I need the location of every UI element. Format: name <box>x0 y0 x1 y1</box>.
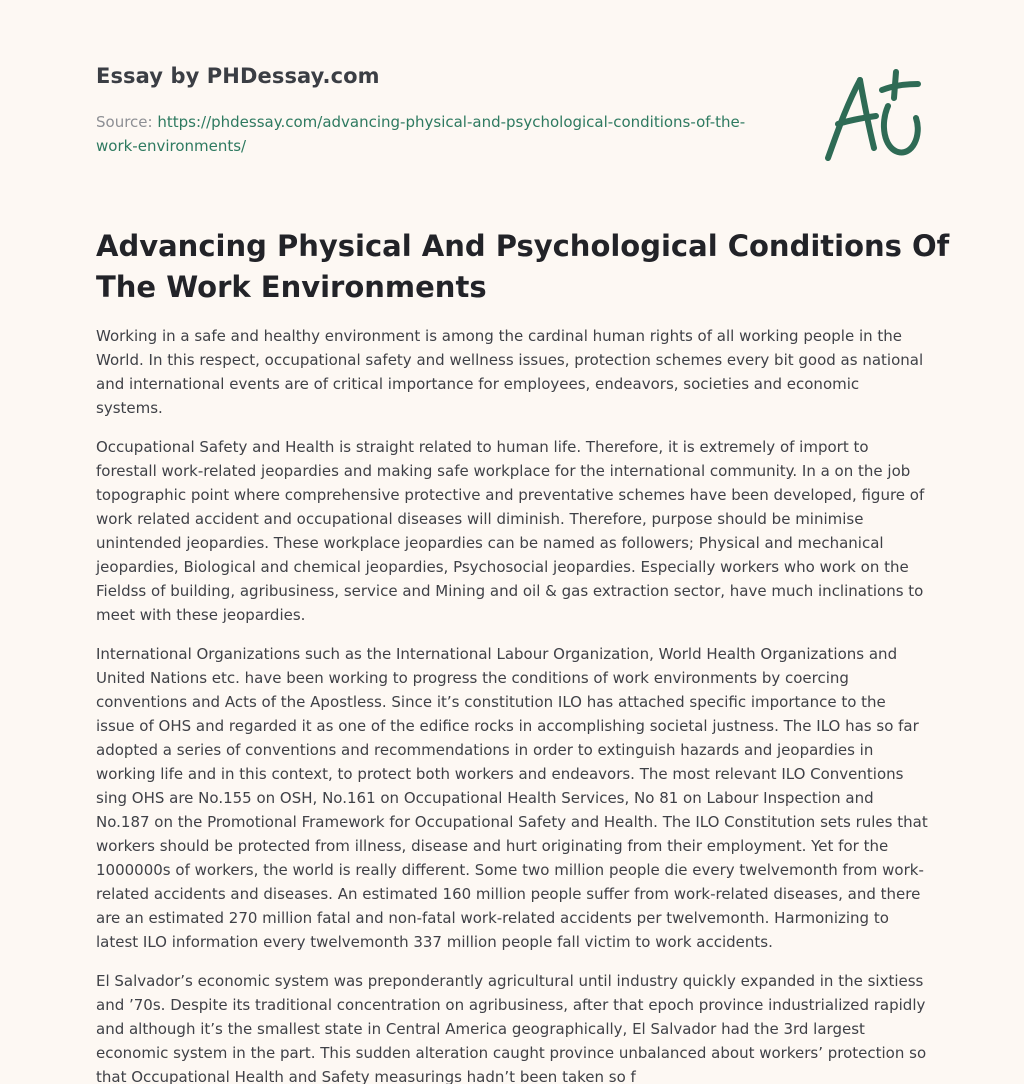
paragraph: International Organizations such as the International Labour Organization, World Health Organizations and United Nations etc. have been working to progress the conditions of work environments by coercing conventions and Acts of the Apostless. Since it’s constitution ILO has attached specific importance to the issue of OHS and regarded it as one of the edifice rocks in accomplishing societal justness. The ILO has so far adopted a series of conventions and recommendations in order to extinguish hazards and jeopardies in working life and in this context, to protect both workers and endeavors. The most relevant ILO Conventions sing OHS are No.155 on OSH, No.161 on Occupational Health Services, No 81 on Labour Inspection and No.187 on the Promotional Framework for Occupational Safety and Health. The ILO Constitution sets rules that workers should be protected from illness, disease and hurt originating from their employment. Yet for the 1000000s of workers, the world is really different. Some two million people die every twelvemonth from work-related accidents and diseases. An estimated 160 million people suffer from work-related diseases, and there are an estimated 270 million fatal and non-fatal work-related accidents per twelvemonth. Harmonizing to latest ILO information every twelvemonth 337 million people fall victim to work accidents. <box>96 645 928 951</box>
paragraph: El Salvador’s economic system was preponderantly agricultural until industry quickly expanded in the sixtiess and ’70s. Despite its traditional concentration on agribusiness, after that epoch province industrialized rapidly and although it’s the smallest state in Central America geographically, El Salvador had the 3rd largest economic system in the part. This sudden alteration caught province unbalanced about workers’ protection so that Occupational Health and Safety measurings hadn’t been taken so f <box>96 972 927 1084</box>
article-title: Advancing Physical And Psychological Conditions Of The Work Environments <box>96 229 950 304</box>
source-line <box>96 110 766 158</box>
site-brand: Essay by PHDessay.com <box>96 64 380 88</box>
source-label: Source: <box>96 113 153 131</box>
paragraph: Working in a safe and healthy environment is among the cardinal human rights of all working people in the World. In this respect, occupational safety and wellness issues, protection schemes every bit good as national and international events are of critical importance for employees, endeavors, societies and economic systems. <box>96 327 924 417</box>
paragraph: Occupational Safety and Health is straight related to human life. Therefore, it is extremely of import to forestall work-related jeopardies and making safe workplace for the international community. In a on the job topographic point where comprehensive protective and preventative schemes have been developed, figure of work related accident and occupational diseases will diminish. Therefore, purpose should be minimise unintended jeopardies. These workplace jeopardies can be named as followers; Physical and mechanical jeopardies, Biological and chemical jeopardies, Psychosocial jeopardies. Especially workers who work on the Fieldss of building, agribusiness, service and Mining and oil & gas extraction sector, have much inclinations to meet with these jeopardies. <box>96 438 925 624</box>
source-link[interactable]: https://phdessay.com/advancing-physical-and-psychological-conditions-of-the-work-environments/ <box>96 113 746 155</box>
article-body <box>96 324 928 1084</box>
a-plus-grade-icon <box>818 66 930 166</box>
